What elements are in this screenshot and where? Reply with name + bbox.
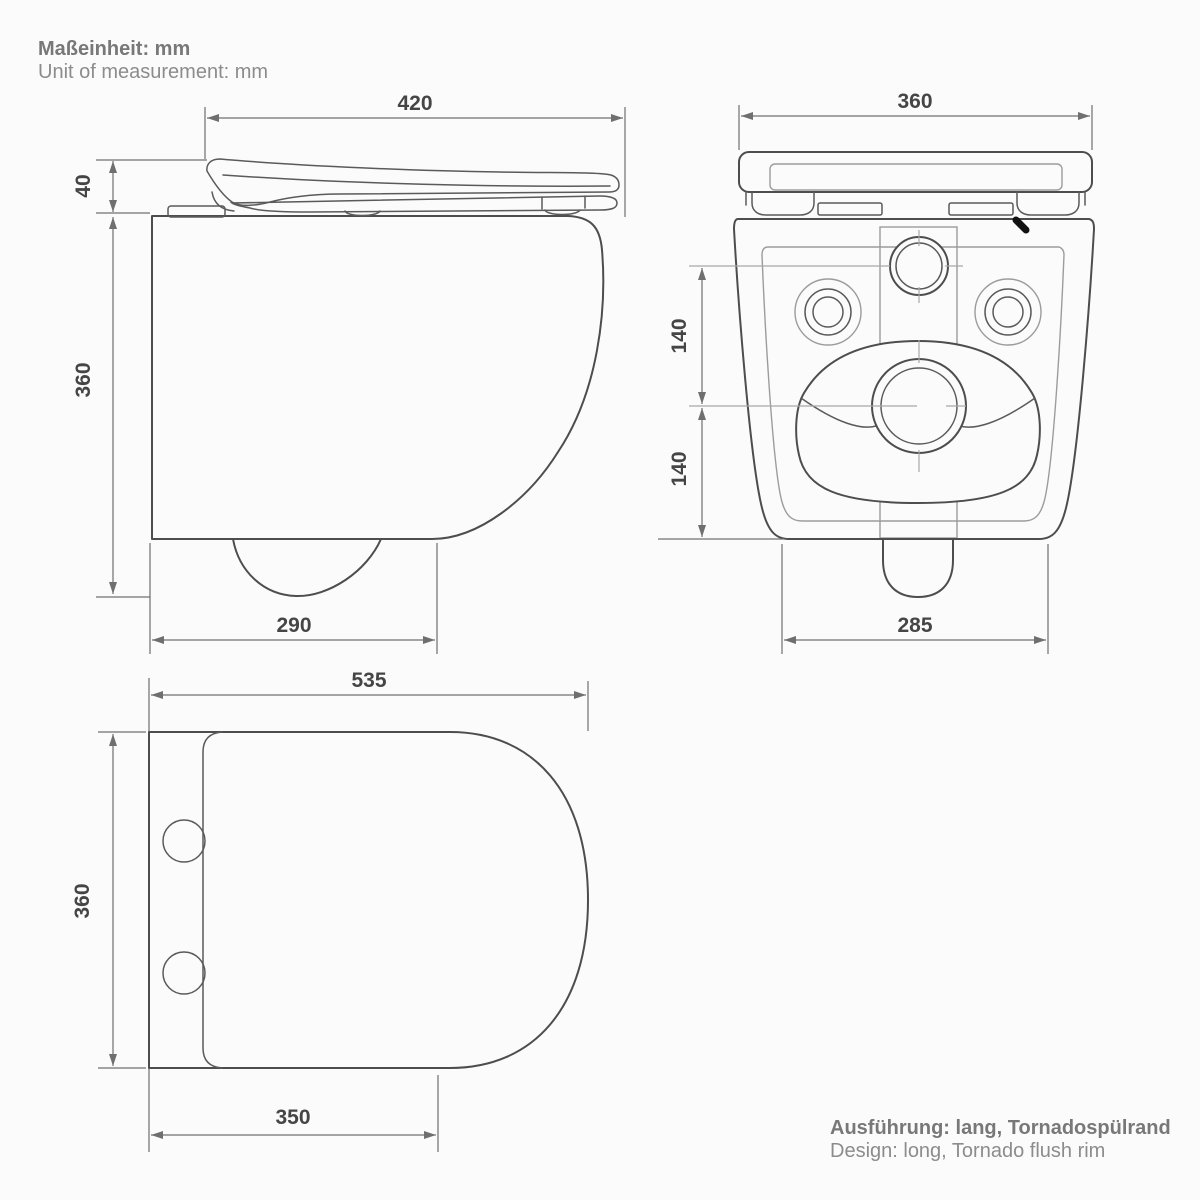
top-dim-total-width [71,732,146,1068]
top-pan-outline [149,732,588,1068]
side-seat-lid-inner-line [223,175,610,186]
dim-label-360-side: 360 [72,362,95,398]
front-bumper-bar-left [818,203,882,215]
front-outlet-pipe [883,539,953,597]
front-dim-body-width [782,544,1048,654]
cursor-artifact-icon [1016,220,1026,230]
front-dim-seat-width [739,90,1092,150]
top-inner-rim-line [203,732,222,1068]
front-view [658,90,1094,654]
front-seat-lid [739,152,1092,192]
dim-label-535: 535 [351,669,387,692]
top-view [71,669,588,1152]
dim-label-140-lower: 140 [668,451,691,487]
dim-label-290: 290 [276,614,312,637]
design-note-de: Ausführung: lang, Tornadospülrand [830,1117,1171,1139]
front-mount-hole-right [975,279,1041,345]
top-mount-hole-upper [163,820,205,862]
dim-label-420: 420 [397,92,433,115]
side-seat-lid [207,159,619,205]
dim-label-285: 285 [897,614,933,637]
side-dim-body-height [72,217,150,597]
dim-label-350: 350 [275,1106,311,1129]
dim-label-140-upper: 140 [668,318,691,354]
top-dim-inner-depth [151,1075,438,1152]
dim-label-40: 40 [72,174,95,198]
top-mount-hole-lower [163,952,205,994]
side-outlet-curve [233,539,381,596]
front-dim-drain-to-bottom [668,408,702,537]
side-view [72,92,625,654]
side-dim-seat-height [72,160,207,213]
front-mount-hole-left [795,279,861,345]
top-dim-total-depth [151,669,588,731]
unit-note-en: Unit of measurement: mm [38,61,269,83]
side-body-outline [152,216,603,539]
side-dim-outlet-offset [150,543,437,654]
dim-label-360-front: 360 [897,90,933,113]
dim-label-360-top: 360 [71,883,94,919]
side-dim-seat-length [205,92,625,217]
front-foot-left [752,192,814,215]
front-bumper-bar-right [949,203,1013,215]
front-foot-right [1017,192,1079,215]
unit-note-de: Maßeinheit: mm [38,38,191,60]
front-seat-lid-inner [770,164,1062,190]
design-note-en: Design: long, Tornado flush rim [830,1140,1106,1162]
